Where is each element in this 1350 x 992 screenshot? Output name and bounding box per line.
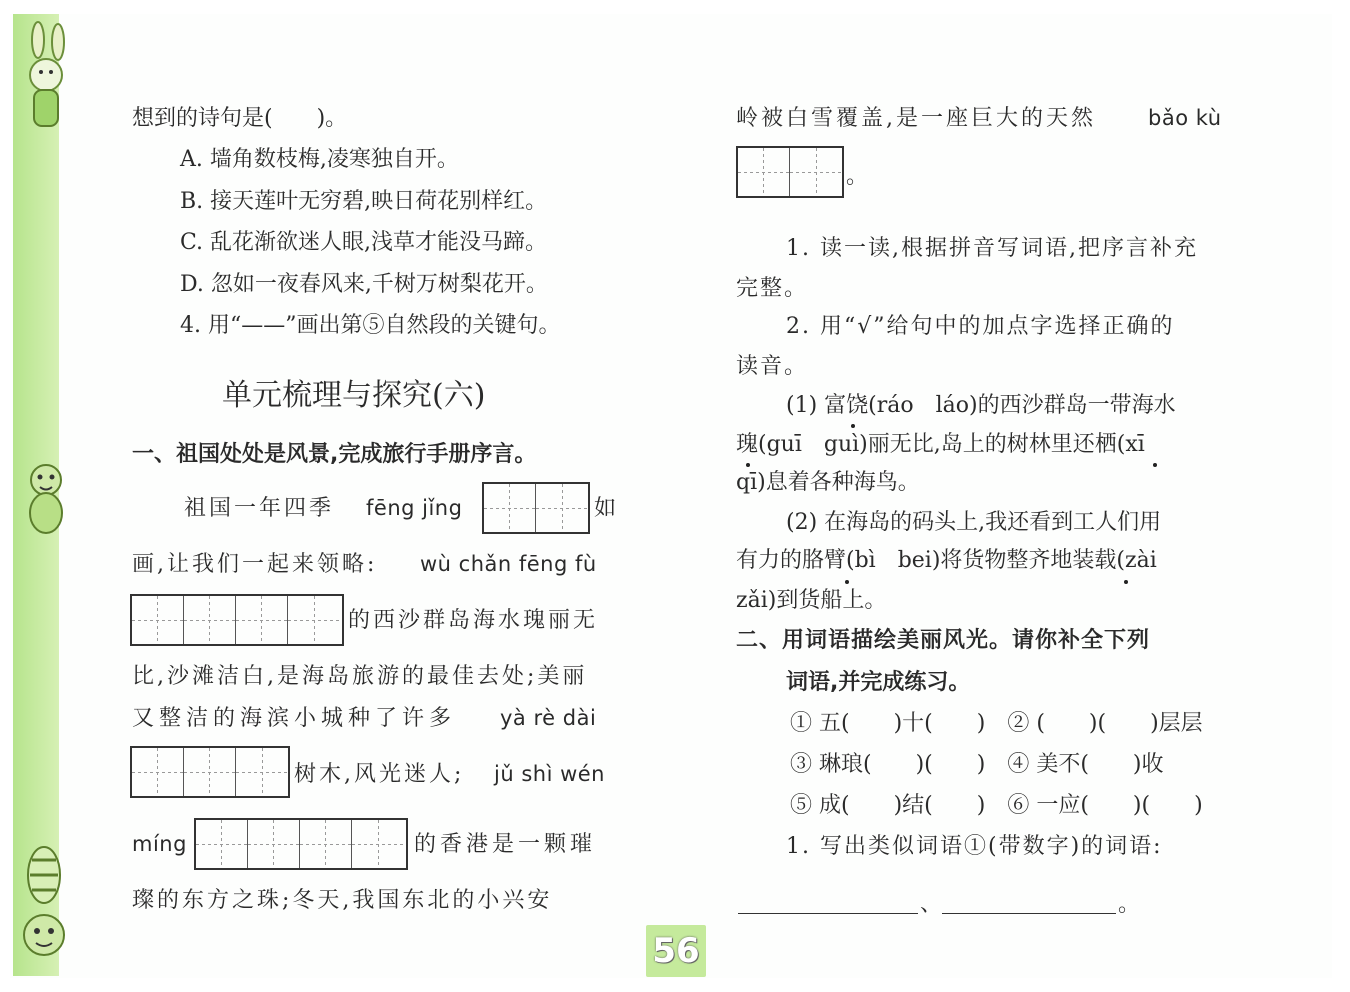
answer-blank[interactable] [738, 912, 918, 914]
pinyin-prompt: jǔ shì wén [494, 762, 605, 786]
passage-text: 。 [846, 164, 869, 189]
section-title: 单元梳理与探究(六) [222, 378, 486, 413]
passage-text: 的香港是一颗璀 [414, 832, 597, 857]
sentence-1: 瑰(guī guì)丽无比,岛上的树林里还栖(xī [736, 432, 1145, 457]
end-mark: 。 [1118, 892, 1141, 917]
sentence-1: qī)息着各种海鸟。 [736, 470, 920, 495]
question-1: 完整。 [736, 276, 809, 301]
pinyin-prompt: míng [132, 832, 187, 856]
answer-blank[interactable] [942, 912, 1116, 914]
separator: 、 [920, 892, 943, 917]
part-2-heading: 二、用词语描绘美丽风光。请你补全下列 [736, 628, 1151, 653]
rabbit-mascot-icon [14, 20, 74, 140]
passage-text: 树木,风光迷人; [294, 762, 465, 787]
option-c: C. 乱花渐欲迷人眼,浅草才能没马蹄。 [180, 230, 548, 255]
question-1: 1. 读一读,根据拼音写词语,把序言补充 [786, 236, 1198, 261]
passage-text: 又整洁的海滨小城种了许多 [132, 706, 457, 731]
answer-grid-baoku[interactable] [736, 146, 844, 198]
pinyin-prompt: yà rè dài [500, 706, 597, 730]
word-row: ⑤ 成( )结( ) ⑥ 一应( )( ) [790, 793, 1203, 818]
word-row: ③ 琳琅( )( ) ④ 美不( )收 [790, 752, 1164, 777]
question-3-stem-end: 想到的诗句是( )。 [132, 106, 348, 131]
question-3: 1. 写出类似词语①(带数字)的词语: [786, 834, 1163, 859]
pinyin-prompt: bǎo kù [1148, 106, 1222, 130]
passage-text: 的西沙群岛海水瑰丽无 [348, 608, 599, 633]
emphasis-dot [851, 424, 855, 428]
emphasis-dot [1153, 463, 1157, 467]
question-4: 4. 用“——”画出第⑤自然段的关键句。 [180, 313, 561, 338]
page-number: 56 [646, 925, 706, 977]
answer-grid-fengjing[interactable] [482, 482, 590, 534]
passage-text: 祖国一年四季 [184, 496, 335, 521]
passage-text: 画,让我们一起来领略: [132, 552, 378, 577]
question-2: 2. 用“√”给句中的加点字选择正确的 [786, 314, 1175, 339]
passage-text: 比,沙滩洁白,是海岛旅游的最佳去处;美丽 [132, 664, 588, 689]
pinyin-prompt: wù chǎn fēng fù [420, 552, 597, 576]
answer-grid-jushiwenming[interactable] [194, 818, 408, 870]
passage-text: 如 [594, 496, 617, 521]
passage-text: 岭被白雪覆盖,是一座巨大的天然 [736, 106, 1096, 131]
part-1-heading: 一、祖国处处是风景,完成旅行手册序言。 [132, 442, 537, 467]
question-2: 读音。 [736, 354, 809, 379]
tiger-mascot-icon [14, 835, 74, 975]
option-a: A. 墙角数枝梅,凌寒独自开。 [180, 147, 459, 172]
answer-grid-wuchanfengfu[interactable] [130, 594, 344, 646]
passage-text: 璨的东方之珠;冬天,我国东北的小兴安 [132, 888, 553, 913]
cat-mascot-icon [14, 455, 74, 545]
part-2-heading: 词语,并完成练习。 [786, 670, 971, 695]
pinyin-prompt: fēng jǐng [366, 496, 463, 520]
option-d: D. 忽如一夜春风来,千树万树梨花开。 [180, 272, 548, 297]
sentence-2: 有力的胳臂(bì bei)将货物整齐地装载(zài [736, 548, 1157, 573]
emphasis-dot [845, 580, 849, 584]
option-b: B. 接天莲叶无穷碧,映日荷花别样红。 [180, 189, 548, 214]
emphasis-dot [1124, 580, 1128, 584]
emphasis-dot [746, 463, 750, 467]
sentence-2: zǎi)到货船上。 [736, 588, 887, 613]
sentence-2: (2) 在海岛的码头上,我还看到工人们用 [786, 510, 1162, 535]
word-row: ① 五( )十( ) ② ( )( )层层 [790, 711, 1203, 736]
sentence-1: (1) 富饶(ráo láo)的西沙群岛一带海水 [786, 393, 1176, 418]
answer-grid-yaredai[interactable] [130, 746, 290, 798]
